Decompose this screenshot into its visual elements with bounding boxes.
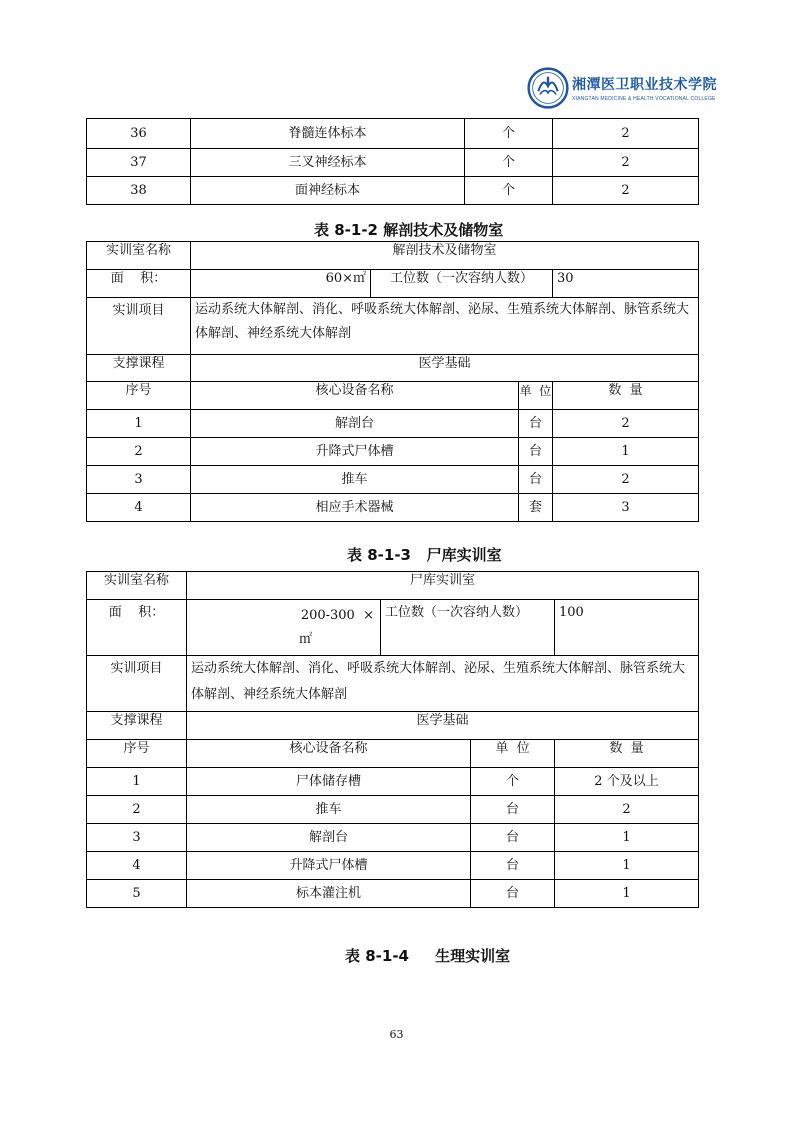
col-header-equipment: 核心设备名称 bbox=[191, 382, 519, 410]
room-name-label: 实训室名称 bbox=[87, 572, 187, 600]
station-label: 工位数（一次容纳人数） bbox=[371, 270, 553, 298]
station-value: 100 bbox=[555, 600, 699, 656]
logo-chinese-name: 湘潭医卫职业技术学院 bbox=[572, 77, 717, 93]
equipment-quantity: 2 bbox=[555, 796, 699, 824]
row-number: 36 bbox=[87, 119, 191, 149]
area-row bbox=[87, 270, 699, 298]
project-row bbox=[87, 298, 699, 355]
equipment-quantity: 3 bbox=[553, 494, 699, 522]
college-logo bbox=[527, 60, 717, 116]
equipment-quantity: 1 bbox=[553, 438, 699, 466]
room-name-row bbox=[87, 572, 699, 600]
station-value: 30 bbox=[553, 270, 699, 298]
table-row bbox=[87, 466, 699, 494]
equipment-unit: 台 bbox=[471, 796, 555, 824]
equipment-name: 标本灌注机 bbox=[187, 880, 471, 908]
equipment-name: 升降式尸体槽 bbox=[187, 852, 471, 880]
area-value-line2: ㎡ bbox=[299, 632, 313, 647]
equipment-unit: 台 bbox=[519, 466, 553, 494]
course-label: 支撑课程 bbox=[87, 355, 191, 382]
equipment-name: 三叉神经标本 bbox=[191, 149, 465, 177]
table-row bbox=[87, 768, 699, 796]
table-caption-8-1-4: 表 8-1-4 生理实训室 bbox=[345, 947, 511, 965]
college-emblem-icon bbox=[527, 62, 569, 114]
equipment-unit: 台 bbox=[471, 880, 555, 908]
col-header-equipment: 核心设备名称 bbox=[187, 740, 471, 768]
table-row bbox=[87, 494, 699, 522]
column-header-row bbox=[87, 740, 699, 768]
area-value bbox=[187, 600, 381, 656]
equipment-unit: 个 bbox=[471, 768, 555, 796]
equipment-unit: 个 bbox=[465, 119, 553, 149]
course-row bbox=[87, 355, 699, 382]
equipment-name: 推车 bbox=[187, 796, 471, 824]
table-row bbox=[87, 119, 699, 149]
table-row bbox=[87, 149, 699, 177]
equipment-unit: 台 bbox=[471, 824, 555, 852]
table-row bbox=[87, 852, 699, 880]
equipment-quantity: 2 个及以上 bbox=[555, 768, 699, 796]
equipment-quantity: 1 bbox=[555, 824, 699, 852]
project-value: 运动系统大体解剖、消化、呼吸系统大体解剖、泌尿、生殖系统大体解剖、脉管系统大体解剖、神经系统大体解剖 bbox=[191, 298, 699, 355]
table-row bbox=[87, 177, 699, 205]
equipment-name: 解剖台 bbox=[187, 824, 471, 852]
row-number: 38 bbox=[87, 177, 191, 205]
equipment-unit: 个 bbox=[465, 149, 553, 177]
course-row bbox=[87, 712, 699, 740]
row-number: 5 bbox=[87, 880, 187, 908]
cadaver-storage-room-table bbox=[86, 571, 699, 908]
equipment-unit: 套 bbox=[519, 494, 553, 522]
course-value: 医学基础 bbox=[191, 355, 699, 382]
equipment-unit: 台 bbox=[519, 410, 553, 438]
row-number: 37 bbox=[87, 149, 191, 177]
room-name-row bbox=[87, 242, 699, 270]
table-row bbox=[87, 796, 699, 824]
col-header-number: 序号 bbox=[87, 740, 187, 768]
equipment-unit: 台 bbox=[519, 438, 553, 466]
room-name-label: 实训室名称 bbox=[87, 242, 191, 270]
equipment-quantity: 2 bbox=[553, 410, 699, 438]
equipment-unit: 个 bbox=[465, 177, 553, 205]
row-number: 2 bbox=[87, 796, 187, 824]
row-number: 2 bbox=[87, 438, 191, 466]
equipment-name: 推车 bbox=[191, 466, 519, 494]
table-caption-8-1-3: 表 8-1-3 尸库实训室 bbox=[347, 546, 502, 564]
col-header-quantity: 数 量 bbox=[553, 382, 699, 410]
area-label: 面 积： bbox=[87, 270, 191, 298]
room-name-value: 解剖技术及储物室 bbox=[191, 242, 699, 270]
row-number: 4 bbox=[87, 852, 187, 880]
project-label: 实训项目 bbox=[87, 656, 187, 712]
equipment-quantity: 1 bbox=[555, 852, 699, 880]
row-number: 4 bbox=[87, 494, 191, 522]
area-label: 面 积： bbox=[87, 600, 187, 656]
col-header-number: 序号 bbox=[87, 382, 191, 410]
table-caption-8-1-2: 表 8-1-2 解剖技术及储物室 bbox=[314, 221, 504, 239]
course-label: 支撑课程 bbox=[87, 712, 187, 740]
project-row bbox=[87, 656, 699, 712]
column-header-row bbox=[87, 382, 699, 410]
equipment-table-continued bbox=[86, 118, 699, 205]
area-row bbox=[87, 600, 699, 656]
anatomy-room-table bbox=[86, 241, 699, 522]
equipment-quantity: 2 bbox=[553, 119, 699, 149]
course-value: 医学基础 bbox=[187, 712, 699, 740]
equipment-quantity: 2 bbox=[553, 177, 699, 205]
row-number: 1 bbox=[87, 768, 187, 796]
equipment-quantity: 1 bbox=[555, 880, 699, 908]
row-number: 1 bbox=[87, 410, 191, 438]
project-value: 运动系统大体解剖、消化、呼吸系统大体解剖、泌尿、生殖系统大体解剖、脉管系统大体解剖、神经系统大体解剖 bbox=[187, 656, 699, 712]
area-value-line1: 200-300 × bbox=[300, 608, 374, 623]
table-row bbox=[87, 438, 699, 466]
equipment-name: 相应手术器械 bbox=[191, 494, 519, 522]
area-value: 60×㎡ bbox=[191, 270, 371, 298]
equipment-quantity: 2 bbox=[553, 466, 699, 494]
col-header-unit: 单 位 bbox=[519, 382, 553, 410]
equipment-name: 解剖台 bbox=[191, 410, 519, 438]
equipment-name: 脊髓连体标本 bbox=[191, 119, 465, 149]
row-number: 3 bbox=[87, 466, 191, 494]
room-name-value: 尸库实训室 bbox=[187, 572, 699, 600]
equipment-quantity: 2 bbox=[553, 149, 699, 177]
equipment-unit: 台 bbox=[471, 852, 555, 880]
equipment-name: 升降式尸体槽 bbox=[191, 438, 519, 466]
row-number: 3 bbox=[87, 824, 187, 852]
project-label: 实训项目 bbox=[87, 298, 191, 355]
col-header-quantity: 数 量 bbox=[555, 740, 699, 768]
equipment-name: 尸体储存槽 bbox=[187, 768, 471, 796]
table-row bbox=[87, 880, 699, 908]
table-row bbox=[87, 410, 699, 438]
logo-english-name: XIANGTAN MEDICINE & HEALTH VOCATIONAL COLLEGE bbox=[572, 96, 716, 102]
col-header-unit: 单 位 bbox=[471, 740, 555, 768]
equipment-name: 面神经标本 bbox=[191, 177, 465, 205]
station-label: 工位数（一次容纳人数） bbox=[381, 600, 555, 656]
table-row bbox=[87, 824, 699, 852]
page-number: 63 bbox=[389, 1028, 404, 1041]
